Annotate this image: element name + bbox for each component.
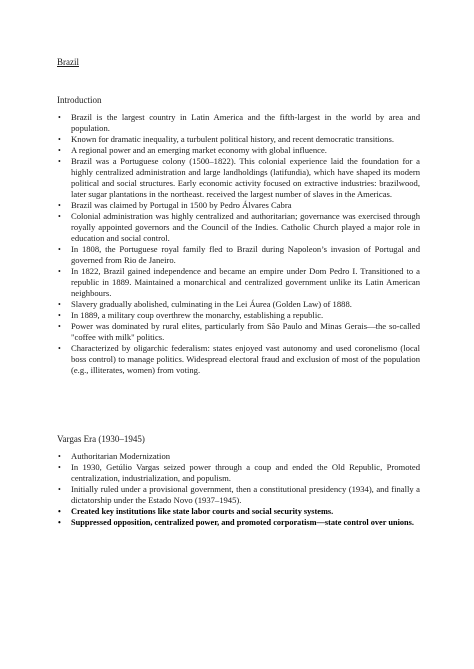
bullet-item [57,244,420,266]
bullet-text: A regional power and an emerging market economy with global influence. [71,145,327,155]
bullet-icon: • [58,146,61,155]
document-title: Brazil [57,57,79,67]
bullet-item [57,211,420,244]
bullet-text: In 1808, the Portuguese royal family fled to Brazil during Napoleon’s invasion of Portugal and governed from Rio de Janeiro. [71,244,420,265]
bullet-text: Colonial administration was highly centralized and authoritarian; governance was exercised through royally appointed governors and the Council of the Indies. Catholic Church played a major role in education and social control. [71,211,420,243]
bullet-text: In 1822, Brazil gained independence and became an empire under Dom Pedro I. Transitioned to a republic in 1889. Maintained a monarchical and centralized government unlike its Latin American neighbours. [71,266,420,298]
bullet-item [57,112,420,134]
bullet-icon: • [58,322,61,331]
bullet-icon: • [58,201,61,210]
bullet-text: Known for dramatic inequality, a turbulent political history, and recent democratic transitions. [71,134,394,144]
bullet-item [57,517,420,528]
bullet-icon: • [58,267,61,276]
bullet-item [57,451,420,462]
bullet-icon: • [58,518,61,527]
vargas-bullet-list [57,451,420,528]
bullet-icon: • [58,344,61,353]
bullet-text: In 1889, a military coup overthrew the monarchy, establishing a republic. [71,310,324,320]
bullet-text: Suppressed opposition, centralized power, and promoted corporatism—state control over unions. [71,518,414,527]
bullet-text: Characterized by oligarchic federalism: states enjoyed vast autonomy and used coronelismo (local boss control) to manage politics. Widespread electoral fraud and exclusion of most of the population (e.g., illiterates, women) from voting. [71,343,420,375]
bullet-text: Brazil is the largest country in Latin America and the fifth-largest in the world by area and population. [71,112,420,133]
bullet-item [57,506,420,517]
bullet-icon: • [58,485,61,494]
bullet-text: Initially ruled under a provisional government, then a constitutional presidency (1934), and finally a dictatorship under the Estado Novo (1937–1945). [71,484,420,505]
bullet-item [57,156,420,200]
bullet-text: Brazil was claimed by Portugal in 1500 by Pedro Álvares Cabra [71,200,292,210]
bullet-icon: • [58,212,61,221]
bullet-text: Power was dominated by rural elites, particularly from São Paulo and Minas Gerais—the so-called "coffee with milk" politics. [71,321,420,342]
bullet-icon: • [58,245,61,254]
bullet-icon: • [58,452,61,461]
bullet-item [57,484,420,506]
bullet-icon: • [58,463,61,472]
introduction-bullet-list [57,112,420,376]
bullet-item [57,134,420,145]
bullet-icon: • [58,311,61,320]
bullet-icon: • [58,135,61,144]
bullet-item [57,266,420,299]
bullet-item [57,145,420,156]
introduction-heading: Introduction [57,95,102,105]
bullet-icon: • [58,507,61,516]
bullet-item [57,200,420,211]
bullet-text: In 1930, Getúlio Vargas seized power through a coup and ended the Old Republic, Promoted centralization, industrialization, and populism. [71,462,420,483]
vargas-era-heading: Vargas Era (1930–1945) [57,434,145,444]
bullet-icon: • [58,300,61,309]
bullet-item [57,462,420,484]
bullet-text: Brazil was a Portuguese colony (1500–1822). This colonial experience laid the foundation for a highly centralized administration and large landholdings (latifundia), which have shaped its modern political and social structures. Early economic activity focused on extractive industries: brazilwood, later sugar plantations in the northeast. received the largest number of slaves in the Americas. [71,156,420,199]
bullet-text: Created key institutions like state labor courts and social security systems. [71,507,334,516]
bullet-item [57,343,420,376]
bullet-item [57,310,420,321]
bullet-icon: • [58,157,61,166]
bullet-text: Slavery gradually abolished, culminating in the Lei Áurea (Golden Law) of 1888. [71,299,352,309]
bullet-item [57,321,420,343]
bullet-text: Authoritarian Modernization [71,451,171,461]
bullet-item [57,299,420,310]
bullet-icon: • [58,113,61,122]
